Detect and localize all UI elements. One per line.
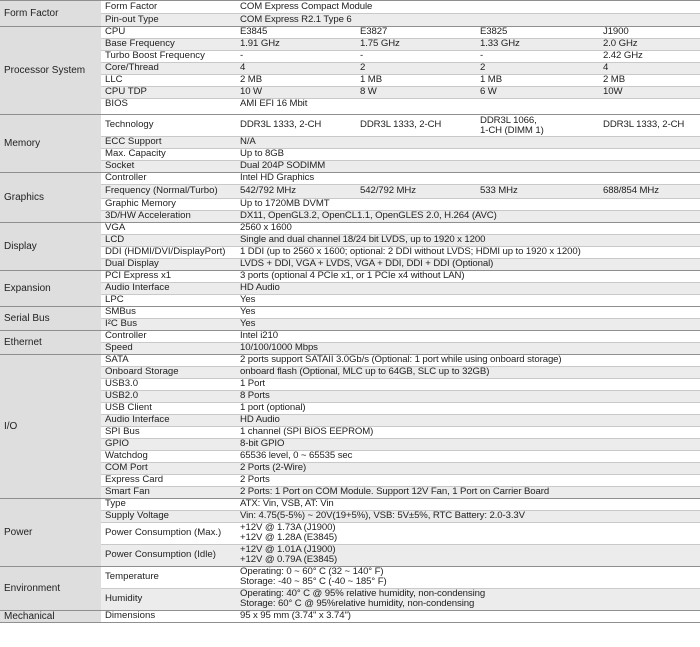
spec-label: Dual Display (101, 258, 236, 270)
spec-value: 2 Ports (236, 474, 700, 486)
spec-value: 3 ports (optional 4 PCIe x1, or 1 PCIe x4 without LAN) (236, 270, 700, 282)
spec-value (236, 566, 700, 588)
spec-value: 1 port (optional) (236, 402, 700, 414)
spec-label: Audio Interface (101, 414, 236, 426)
spec-label: ECC Support (101, 137, 236, 149)
spec-value: 2560 x 1600 (236, 222, 700, 234)
spec-value: 8-bit GPIO (236, 438, 700, 450)
spec-label: SMBus (101, 306, 236, 318)
category-graphics: Graphics (0, 173, 101, 223)
spec-label: Power Consumption (Idle) (101, 544, 236, 566)
spec-value: Up to 1720MB DVMT (236, 198, 700, 210)
humidity-line1: Operating: 40° C @ 95% relative humidity, non-condensing (240, 588, 486, 600)
spec-value: 4 (236, 63, 356, 75)
spec-value: 65536 level, 0 ~ 65535 sec (236, 450, 700, 462)
spec-value (236, 544, 700, 566)
temp-line2: Storage: -40 ~ 85° C (-40 ~ 185° F) (240, 576, 387, 588)
spec-value: 1 Port (236, 378, 700, 390)
power-idle-line2: +12V @ 0.79A (E3845) (240, 554, 338, 566)
spec-value: Intel i210 (236, 330, 700, 342)
spec-value: 2.0 GHz (599, 39, 700, 51)
spec-value: 4 (599, 63, 700, 75)
spec-value: 10/100/1000 Mbps (236, 342, 700, 354)
spec-value: HD Audio (236, 282, 700, 294)
spec-value: 8 Ports (236, 390, 700, 402)
spec-value: 1 MB (476, 75, 599, 87)
memory-e3825-line1: DDR3L 1066, (480, 114, 537, 126)
category-display: Display (0, 222, 101, 270)
spec-label: PCI Express x1 (101, 270, 236, 282)
spec-label: Express Card (101, 474, 236, 486)
spec-value: 2 (356, 63, 476, 75)
spec-label: Onboard Storage (101, 366, 236, 378)
spec-value: 2 (476, 63, 599, 75)
spec-value: 8 W (356, 87, 476, 99)
spec-label: COM Port (101, 462, 236, 474)
spec-value: 2 ports support SATAII 3.0Gb/s (Optional: 1 port while using onboard storage) (236, 354, 700, 366)
spec-value: ATX: Vin, VSB, AT: Vin (236, 498, 700, 510)
humidity-line2: Storage: 60° C @ 95%relative humidity, non-condensing (240, 598, 475, 610)
category-serial-bus: Serial Bus (0, 306, 101, 330)
temp-line1: Operating: 0 ~ 60° C (32 ~ 140° F) (240, 566, 384, 578)
spec-label: GPIO (101, 438, 236, 450)
spec-value: DDR3L 1333, 2-CH (236, 115, 356, 137)
spec-label: USB2.0 (101, 390, 236, 402)
spec-label: Audio Interface (101, 282, 236, 294)
spec-value: 1.33 GHz (476, 39, 599, 51)
category-expansion: Expansion (0, 270, 101, 306)
spec-value: - (476, 51, 599, 63)
spec-label: Max. Capacity (101, 149, 236, 161)
spec-label: Temperature (101, 566, 236, 588)
category-power: Power (0, 498, 101, 566)
spec-label: Speed (101, 342, 236, 354)
power-idle-line1: +12V @ 1.01A (J1900) (240, 544, 336, 556)
spec-label: Socket (101, 161, 236, 173)
spec-value: 2 Ports: 1 Port on COM Module. Support 12V Fan, 1 Port on Carrier Board (236, 486, 700, 498)
spec-value: 688/854 MHz (599, 184, 700, 198)
spec-value: 1.75 GHz (356, 39, 476, 51)
spec-label: Type (101, 498, 236, 510)
spec-label: BIOS (101, 99, 236, 111)
memory-e3825-line2: 1-CH (DIMM 1) (480, 124, 544, 136)
spec-value: COM Express Compact Module (236, 1, 700, 14)
spec-value: HD Audio (236, 414, 700, 426)
spec-label: Turbo Boost Frequency (101, 51, 236, 63)
spec-value: 10W (599, 87, 700, 99)
spec-label: CPU TDP (101, 87, 236, 99)
spec-value: Yes (236, 294, 700, 306)
spec-label: Pin-out Type (101, 14, 236, 27)
cpu-e3827: E3827 (356, 27, 476, 39)
power-max-line1: +12V @ 1.73A (J1900) (240, 522, 336, 534)
power-max-line2: +12V @ 1.28A (E3845) (240, 532, 338, 544)
spec-label: Power Consumption (Max.) (101, 522, 236, 544)
spec-label: Core/Thread (101, 63, 236, 75)
spec-value: Intel HD Graphics (236, 173, 700, 185)
category-ethernet: Ethernet (0, 330, 101, 354)
spec-value: Vin: 4.75(5-5%) ~ 20V(19+5%), VSB: 5V±5%, RTC Battery: 2.0-3.3V (236, 510, 700, 522)
spec-label: LLC (101, 75, 236, 87)
spec-value (236, 588, 700, 610)
spec-value: Up to 8GB (236, 149, 700, 161)
spec-value: DDR3L 1333, 2-CH (599, 115, 700, 137)
spec-label: I²C Bus (101, 318, 236, 330)
spec-label: SPI Bus (101, 426, 236, 438)
spec-value (236, 522, 700, 544)
spec-label: USB Client (101, 402, 236, 414)
spec-label: Controller (101, 330, 236, 342)
spec-value: 1.91 GHz (236, 39, 356, 51)
spec-label: USB3.0 (101, 378, 236, 390)
spec-label: 3D/HW Acceleration (101, 210, 236, 222)
spec-label: Frequency (Normal/Turbo) (101, 184, 236, 198)
spec-label: LPC (101, 294, 236, 306)
spec-label: Form Factor (101, 1, 236, 14)
spec-value: Dual 204P SODIMM (236, 161, 700, 173)
spec-value: LVDS + DDI, VGA + LVDS, VGA + DDI, DDI + DDI (Optional) (236, 258, 700, 270)
spec-label: Smart Fan (101, 486, 236, 498)
category-memory: Memory (0, 115, 101, 173)
spec-value: 1 DDI (up to 2560 x 1600; optional: 2 DDI without LVDS; HDMI up to 1920 x 1200) (236, 246, 700, 258)
spec-value: 542/792 MHz (236, 184, 356, 198)
spec-label: Graphic Memory (101, 198, 236, 210)
spec-value: DX11, OpenGL3.2, OpenCL1.1, OpenGLES 2.0, H.264 (AVC) (236, 210, 700, 222)
spec-value: - (236, 51, 356, 63)
category-form-factor: Form Factor (0, 1, 101, 27)
spec-value: 6 W (476, 87, 599, 99)
spec-label: Technology (101, 115, 236, 137)
spec-value: COM Express R2.1 Type 6 (236, 14, 700, 27)
spec-label: CPU (101, 27, 236, 39)
spec-value: 10 W (236, 87, 356, 99)
category-io: I/O (0, 354, 101, 498)
cpu-e3825: E3825 (476, 27, 599, 39)
spec-label: Dimensions (101, 610, 236, 622)
spec-value: 542/792 MHz (356, 184, 476, 198)
spec-value: N/A (236, 137, 700, 149)
spec-value: 1 channel (SPI BIOS EEPROM) (236, 426, 700, 438)
spec-value: - (356, 51, 476, 63)
spec-value: DDR3L 1333, 2-CH (356, 115, 476, 137)
spec-value: 2 Ports (2-Wire) (236, 462, 700, 474)
spec-value: 2 MB (599, 75, 700, 87)
spec-value: 533 MHz (476, 184, 599, 198)
spec-value: onboard flash (Optional, MLC up to 64GB, SLC up to 32GB) (236, 366, 700, 378)
spec-label: VGA (101, 222, 236, 234)
spec-value: 2.42 GHz (599, 51, 700, 63)
spec-value: Yes (236, 318, 700, 330)
spec-value: AMI EFI 16 Mbit (236, 99, 700, 111)
spec-label: Base Frequency (101, 39, 236, 51)
spec-value (476, 115, 599, 137)
spec-value: Yes (236, 306, 700, 318)
spec-label: Watchdog (101, 450, 236, 462)
category-mechanical: Mechanical (0, 610, 101, 622)
spec-label: SATA (101, 354, 236, 366)
category-processor-system: Processor System (0, 27, 101, 115)
spec-label: DDI (HDMI/DVI/DisplayPort) (101, 246, 236, 258)
cpu-j1900: J1900 (599, 27, 700, 39)
spec-value: 95 x 95 mm (3.74" x 3.74") (236, 610, 700, 622)
cpu-e3845: E3845 (236, 27, 356, 39)
spec-label: LCD (101, 234, 236, 246)
spec-value: Single and dual channel 18/24 bit LVDS, up to 1920 x 1200 (236, 234, 700, 246)
category-environment: Environment (0, 566, 101, 610)
spec-value: 2 MB (236, 75, 356, 87)
spec-value: 1 MB (356, 75, 476, 87)
spec-label: Supply Voltage (101, 510, 236, 522)
spec-label: Controller (101, 173, 236, 185)
spec-label: Humidity (101, 588, 236, 610)
